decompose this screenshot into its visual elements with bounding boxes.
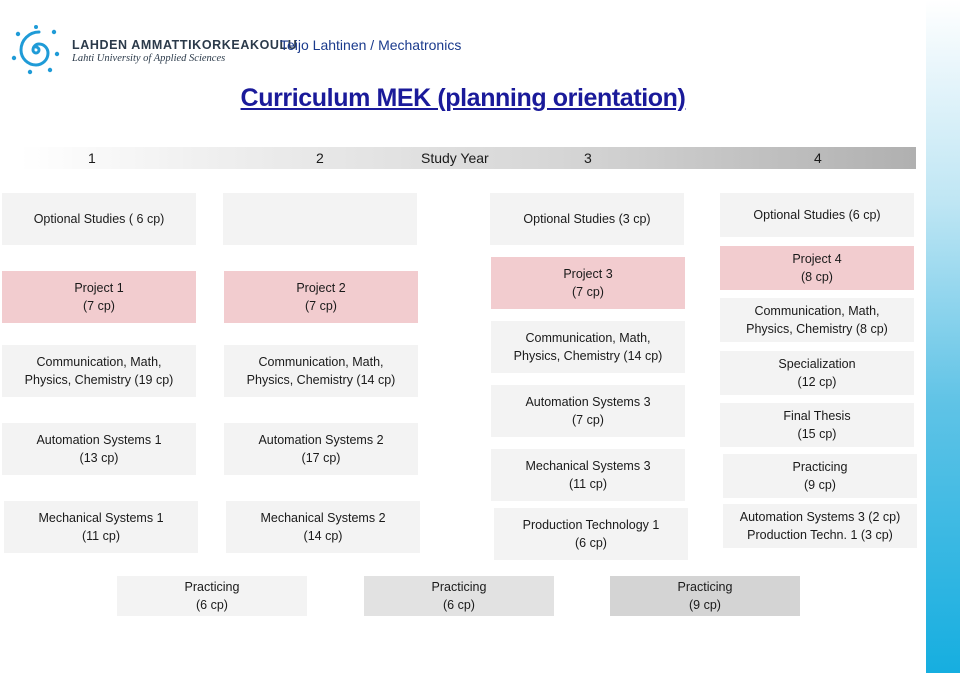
project-3-box: Project 3 (7 cp)	[491, 257, 685, 309]
specialization-box: Specialization (12 cp)	[720, 351, 914, 395]
production-technology-1-box: Production Technology 1 (6 cp)	[494, 508, 688, 560]
year-1-label: 1	[88, 150, 96, 166]
practicing-box-1: Practicing (6 cp)	[117, 576, 307, 616]
university-logo-icon	[10, 24, 62, 76]
page-title: Curriculum MEK (planning orientation)	[240, 84, 686, 112]
communication-math-year2: Communication, Math, Physics, Chemistry (14 cp)	[224, 345, 418, 397]
communication-math-year4: Communication, Math, Physics, Chemistry (8 cp)	[720, 298, 914, 342]
automation-systems-3-box: Automation Systems 3 (7 cp)	[491, 385, 685, 437]
automation-systems-2-box: Automation Systems 2 (17 cp)	[224, 423, 418, 475]
mechanical-systems-1-box: Mechanical Systems 1 (11 cp)	[4, 501, 198, 553]
decorative-side-strip	[926, 0, 960, 673]
author-line: Teijo Lahtinen / Mechatronics	[280, 37, 462, 53]
automation-systems-1-box: Automation Systems 1 (13 cp)	[2, 423, 196, 475]
study-year-label: Study Year	[421, 150, 489, 166]
optional-studies-year1: Optional Studies ( 6 cp)	[2, 193, 196, 245]
optional-studies-year3: Optional Studies (3 cp)	[490, 193, 684, 245]
practicing-box-2: Practicing (6 cp)	[364, 576, 554, 616]
year-3-label: 3	[584, 150, 592, 166]
project-4-box: Project 4 (8 cp)	[720, 246, 914, 290]
empty-optional-year2	[223, 193, 417, 245]
organization-subtitle: Lahti University of Applied Sciences	[72, 53, 226, 64]
practicing-year4-box: Practicing (9 cp)	[723, 454, 917, 498]
mechanical-systems-3-box: Mechanical Systems 3 (11 cp)	[491, 449, 685, 501]
mechanical-systems-2-box: Mechanical Systems 2 (14 cp)	[226, 501, 420, 553]
optional-studies-year4: Optional Studies (6 cp)	[720, 193, 914, 237]
organization-name: LAHDEN AMMATTIKORKEAKOULU	[72, 38, 298, 52]
communication-math-year3: Communication, Math, Physics, Chemistry (14 cp)	[491, 321, 685, 373]
project-1-box: Project 1 (7 cp)	[2, 271, 196, 323]
communication-math-year1: Communication, Math, Physics, Chemistry (19 cp)	[2, 345, 196, 397]
practicing-box-3: Practicing (9 cp)	[610, 576, 800, 616]
year-4-label: 4	[814, 150, 822, 166]
automation-production-year4-box: Automation Systems 3 (2 cp) Production Techn. 1 (3 cp)	[723, 504, 917, 548]
final-thesis-box: Final Thesis (15 cp)	[720, 403, 914, 447]
project-2-box: Project 2 (7 cp)	[224, 271, 418, 323]
year-2-label: 2	[316, 150, 324, 166]
